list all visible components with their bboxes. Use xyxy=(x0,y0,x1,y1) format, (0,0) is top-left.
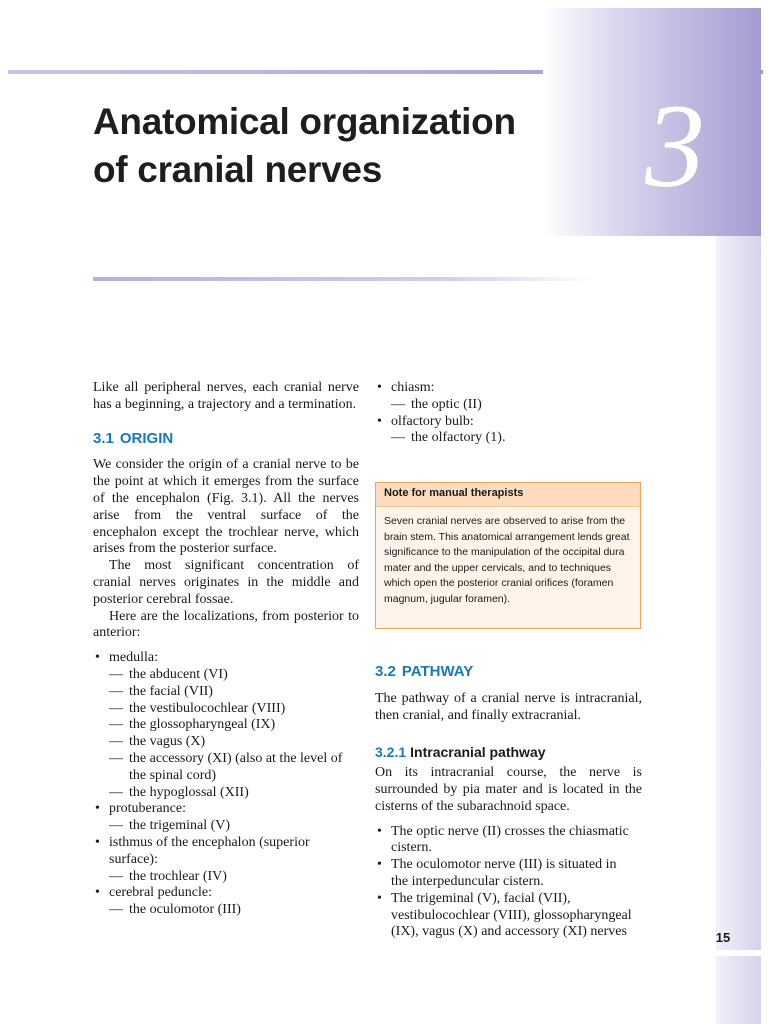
list-item-label: chiasm: xyxy=(391,380,435,395)
subsection-heading-intracranial xyxy=(375,744,642,761)
section-title: ORIGIN xyxy=(119,429,174,447)
sub-list xyxy=(109,818,359,835)
list-item-label: medulla: xyxy=(109,650,158,666)
section-title: PATHWAY xyxy=(401,663,474,680)
origin-paragraph-3: Here are the localizations, from posterior to anterior: xyxy=(93,608,359,641)
list-item-isthmus xyxy=(93,835,359,885)
list-item-label: olfactory bulb: xyxy=(391,413,474,429)
sub-list-item: — the optic (II) xyxy=(391,397,642,414)
right-column xyxy=(375,380,642,447)
sub-list-item: — the vestibulocochlear (VIII) xyxy=(109,701,359,718)
note-body: Seven cranial nerves are observed to arise from the brain stem. This anatomical arrangement lends great significance to the manipulation of the occipital dura mater and the upper cervicals, and to techniques which open the posterior cranial orifices (foramen magnum, jugular foramen). xyxy=(384,515,630,605)
sub-list-item: — the vagus (X) xyxy=(109,734,359,751)
sub-list xyxy=(109,667,359,801)
list-item-protuberance xyxy=(93,801,359,835)
origin-localization-list-continued xyxy=(375,380,642,447)
note-box xyxy=(375,482,641,629)
list-item-chiasm xyxy=(375,380,642,414)
subsection-title: Intracranial pathway xyxy=(410,744,546,761)
sub-list xyxy=(391,397,642,414)
sub-list-item: — the oculomotor (III) xyxy=(109,902,359,919)
intro-paragraph: Like all peripheral nerves, each cranial nerve has a beginning, a trajectory and a termination. xyxy=(93,380,359,412)
origin-paragraph-1: We consider the origin of a cranial nerve to be the point at which it emerges from the surface of the encephalon (Fig. 3.1). All the nerves arise from the ventral surface of the encephalon except the trochlear nerve, which arises from the posterior surface. xyxy=(93,457,359,557)
section-heading-origin xyxy=(93,431,359,448)
intracranial-paragraph: On its intracranial course, the nerve is surrounded by pia mater and is located in the cisterns of the subarachnoid space. xyxy=(375,765,642,814)
sub-list-item: — the trochlear (IV) xyxy=(109,869,359,886)
chapter-number: 3 xyxy=(645,79,705,212)
page-number: 15 xyxy=(715,930,731,945)
sub-list xyxy=(109,902,359,919)
chapter-number-block xyxy=(543,8,761,236)
side-strip-gap xyxy=(716,950,761,956)
list-item: • The trigeminal (V), facial (VII), vestibulocochlear (VIII), glossopharyngeal (IX), vagus (X) and accessory (XI) nerves xyxy=(375,891,636,941)
pathway-section xyxy=(375,664,642,941)
intracranial-list xyxy=(375,824,642,942)
sub-list-item: — the hypoglossal (XII) xyxy=(109,785,359,802)
sub-list-item: — the olfactory (1). xyxy=(391,430,642,447)
section-number: 3.2 xyxy=(375,663,396,680)
side-thumb-strip xyxy=(716,236,761,1024)
note-heading: Note for manual therapists xyxy=(376,483,640,507)
section-heading-pathway xyxy=(375,664,642,681)
list-item-label: protuberance: xyxy=(109,801,186,817)
sub-list-item: — the accessory (XI) (also at the level of the spinal cord) xyxy=(109,751,359,785)
sub-list xyxy=(109,869,359,886)
list-item: • The optic nerve (II) crosses the chiasmatic cistern. xyxy=(375,824,636,858)
pathway-paragraph: The pathway of a cranial nerve is intracranial, then cranial, and finally extracranial. xyxy=(375,690,642,723)
subsection-number: 3.2.1 xyxy=(375,744,407,761)
list-item-cerebral-peduncle xyxy=(93,885,359,919)
list-item: • The oculomotor nerve (III) is situated in the interpeduncular cistern. xyxy=(375,857,636,891)
sub-list-item: — the trigeminal (V) xyxy=(109,818,359,835)
list-item-olfactory-bulb xyxy=(375,414,642,448)
sub-list xyxy=(391,430,642,447)
sub-list-item: — the glossopharyngeal (IX) xyxy=(109,717,359,734)
origin-localization-list xyxy=(93,650,359,919)
title-underline xyxy=(93,277,593,281)
origin-paragraph-2: The most significant concentration of cranial nerves originates in the middle and posterior cerebral fossae. xyxy=(93,558,359,607)
list-item-label: isthmus of the encephalon (superior surface): xyxy=(109,834,310,867)
list-item-label: cerebral peduncle: xyxy=(109,885,212,901)
left-column xyxy=(93,380,359,919)
chapter-title: Anatomical organization of cranial nerves xyxy=(93,101,516,190)
section-number: 3.1 xyxy=(93,429,114,447)
sub-list-item: — the facial (VII) xyxy=(109,684,359,701)
list-item-medulla xyxy=(93,650,359,801)
sub-list-item: — the abducent (VI) xyxy=(109,667,359,684)
